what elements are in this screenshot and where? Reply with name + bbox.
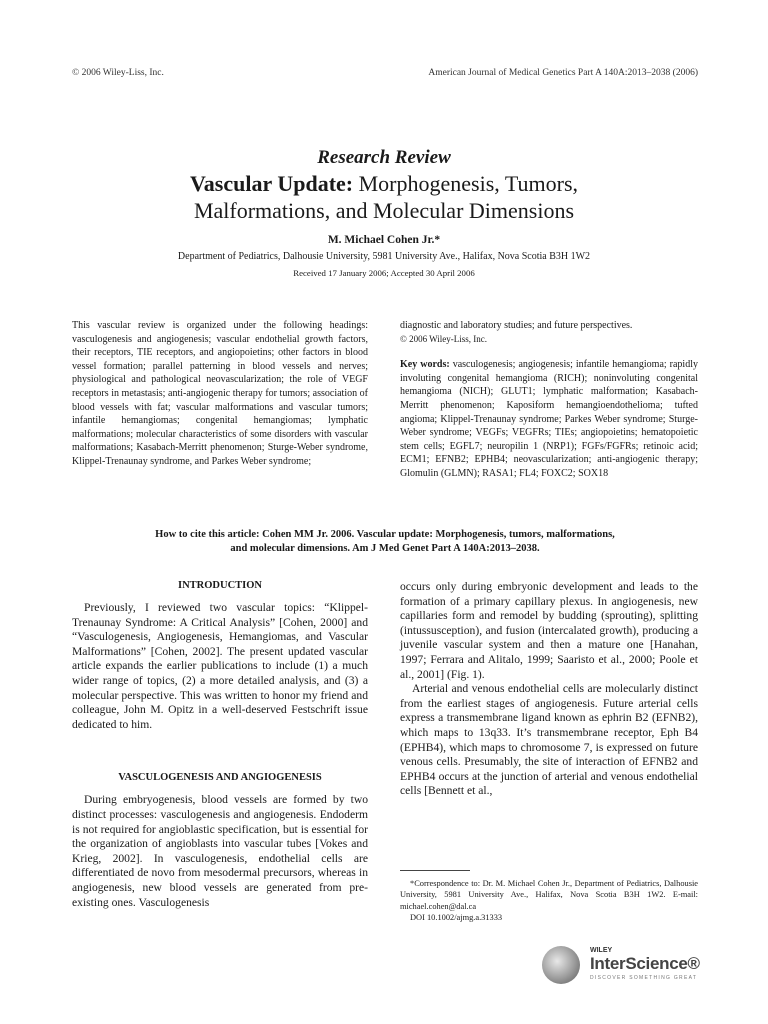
globe-icon [542,946,580,984]
title-block [0,146,768,278]
doi-line: DOI 10.1002/ajmg.a.31333 [410,913,503,923]
citation-note [72,528,698,556]
introduction-paragraph: Previously, I reviewed two vascular topics: “Klippel-Trenaunay Syndrome: A Critical Analysis” [Cohen, 2000] and “Vasculogenesis, Angiogenesis, Hemangiomas, and Vascular Malformations” [Cohen, 2002]. The present updated vascular article expands the earlier publications to include (1) a much wider range of topics, (2) a more detailed analysis, and (3) a molecular perspective. This was written to honor my friend and colleague, John M. Opitz in a well-deserved Festschrift issue dedicated to him. [72,601,368,731]
article-kicker: Research Review [317,147,451,168]
section-heading-vasculogenesis: VASCULOGENESIS AND ANGIOGENESIS [118,772,322,784]
logo-publisher: WILEY [590,947,613,954]
logo-tagline: DISCOVER SOMETHING GREAT [590,975,698,981]
abstract-copyright: © 2006 Wiley-Liss, Inc. [400,333,488,344]
abstract-left: This vascular review is organized under the following headings: vasculogenesis and angiogenesis; vascular endothelial growth factors, their receptors, TIE receptors, and angiopoietins; other factors in blood vessel formation; parallel patterning in blood vessels and nerves; physiological and pathological neovascularization; the role of VEGF receptors in metastasis; anti-angiogenic therapy for tumors; association of blood vessels with fat; vascular malformations and vascular tumors; infantile hemangiomas; congenital hemangiomas; lymphatic malformations; molecular characteristics of some disorders with vascular malformations; Kasabach-Merritt phenomenon; Sturge-Weber syndrome, Klippel-Trenaunay syndrome, and Parkes Weber syndrome; [72,320,368,467]
footnote [400,878,698,924]
journal-header: American Journal of Medical Genetics Part A 140A:2013–2038 (2006) [428,68,698,78]
received-dates: Received 17 January 2006; Accepted 30 April 2006 [293,268,475,278]
citation-line-1: How to cite this article: Cohen MM Jr. 2006. Vascular update: Morphogenesis, tumors, malformations, [155,529,615,540]
wiley-interscience-logo [540,944,710,988]
author-name: M. Michael Cohen Jr.* [327,234,441,246]
article-title-line2: Malformations, and Molecular Dimensions [193,198,575,223]
vasculogenesis-paragraph: During embryogenesis, blood vessels are formed by two distinct processes: vasculogenesis and angiogenesis. Endoderm is not required for angioblastic specification, but is essential for the organization of angioblasts into vascular tubes [Vokes and Krieg, 2002]. In vasculogenesis, endothelial cells are differentiated de novo from mesodermal precursors, whereas in angiogenesis, new blood vessels are generated from pre-existing ones. Vasculogenesis [72,793,368,909]
keywords [400,358,698,480]
article-title-bold: Vascular Update: [189,171,354,196]
correspondence-note: *Correspondence to: Dr. M. Michael Cohen Jr., Department of Pediatrics, Dalhousie University, 5981 University Ave., Halifax, Nova Scotia B3H 1W2. E-mail: michael.cohen@dal.ca [400,879,698,911]
citation-line-2: and molecular dimensions. Am J Med Genet Part A 140A:2013–2038. [230,543,540,554]
article-title-rest: Morphogenesis, Tumors, [353,171,579,196]
abstract-right [400,319,698,481]
body-column-right [400,580,698,799]
footnote-divider [400,870,470,871]
body-paragraph-continued: occurs only during embryonic development and leads to the formation of a primary capillary plexus. In angiogenesis, new capillaries form and remodel by budding (sprouting), splitting (intussusception), and fusion (intercalated growth), producing a juvenile vascular system and then a mature one [Hanahan, 1997; Ferrara and Alitalo, 1999; Saaristo et al., 2000; Poole et al., 2001] (Fig. 1). [400,580,698,681]
copyright-header: © 2006 Wiley-Liss, Inc. [72,68,164,78]
keywords-list: vasculogenesis; angiogenesis; infantile hemangioma; rapidly involuting congenital hemangioma (RICH); noninvoluting congenital hemangioma (NICH); GLUT1; lymphatic malformation; Kasabach-Merritt phenomenon; Kaposiform hemangioendothelioma; tufted angioma; Klippel-Trenaunay syndrome; Parkes Weber syndrome; Sturge-Weber syndrome; VEGFs; VEGFRs; TIEs; angiopoietins; hematopoietic stem cells; EGFL7; neuropilin 1 (NRP1); FGFs/FGFRs; retinoic acid; ECM1; EFNB2; EPHB4; neovascularization; anti-angiogenic therapy; Glomulin (GLMN); RASA1; FL4; FOXC2; SOX18 [400,359,698,479]
section-heading-introduction: INTRODUCTION [177,580,262,591]
abstract-continuation: diagnostic and laboratory studies; and future perspectives. [400,320,633,331]
logo-name: InterScience® [590,954,700,973]
keywords-label: Key words: [400,359,450,371]
body-paragraph-arterial: Arterial and venous endothelial cells are molecularly distinct from the earliest stages of angiogenesis. Future arterial cells express a transmembrane ligand known as ephrin B2 (EFNB2), which maps to 13q33. It’s transmembrane receptor, Eph B4 (EPHB4), which maps to chromosome 7, is expressed on future venous cells. Presumably, the site of interaction of EFNB2 and EPHB4 occurs at the junction of arterial and venous endothelial cells [Bennett et al., [400,682,698,798]
author-affiliation: Department of Pediatrics, Dalhousie University, 5981 University Ave., Halifax, Nova Scotia B3H 1W2 [177,251,591,262]
article-title [0,170,768,224]
body-column-left [72,580,368,910]
